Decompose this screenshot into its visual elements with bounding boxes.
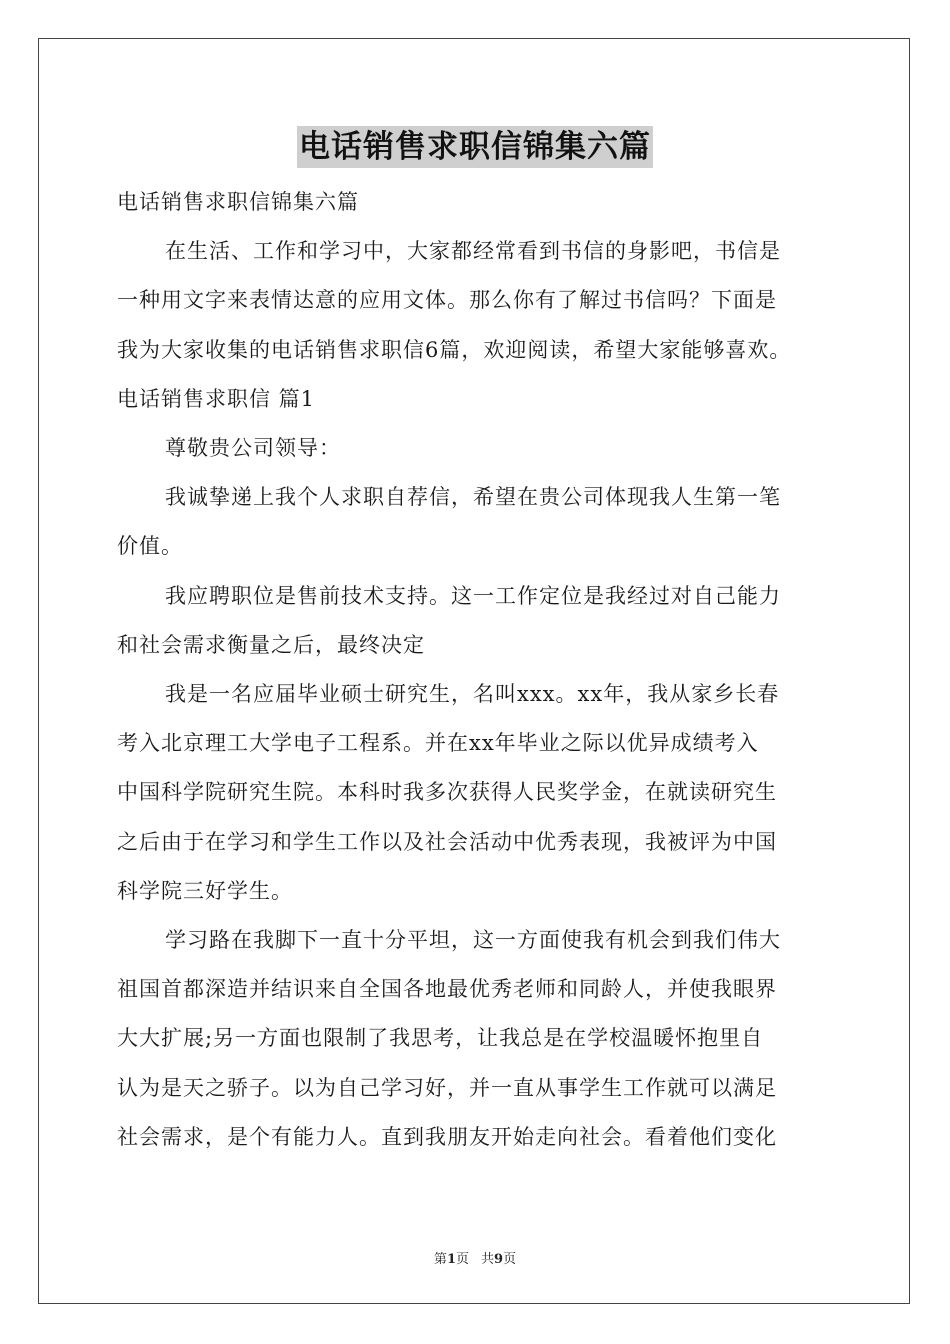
body-line: 在生活、工作和学习中，大家都经常看到书信的身影吧，书信是 [165, 239, 781, 264]
body-line: 尊敬贵公司领导： [165, 436, 341, 461]
document-title: 电话销售求职信锦集六篇 [297, 126, 653, 168]
body-line: 我为大家收集的电话销售求职信6篇，欢迎阅读，希望大家能够喜欢。 [117, 337, 792, 362]
body-line: 祖国首都深造并结识来自全国各地最优秀老师和同龄人，并使我眼界 [117, 977, 777, 1002]
footer-total-prefix: 共 [481, 1252, 495, 1267]
body-line: 学习路在我脚下一直十分平坦，这一方面使我有机会到我们伟大 [165, 928, 781, 953]
footer-page-suffix: 页 [455, 1252, 469, 1267]
document-body [117, 178, 835, 1162]
body-line: 价值。 [117, 534, 183, 559]
body-line: 我诚挚递上我个人求职自荐信，希望在贵公司体现我人生第一笔 [165, 485, 781, 510]
body-line: 考入北京理工大学电子工程系。并在xx年毕业之际以优异成绩考入 [117, 731, 759, 756]
footer-page-total: 9 [494, 1252, 504, 1267]
body-line: 社会需求，是个有能力人。直到我朋友开始走向社会。看着他们变化 [117, 1124, 777, 1149]
body-line: 大大扩展;另一方面也限制了我思考，让我总是在学校温暖怀抱里自 [117, 1026, 764, 1051]
body-line: 电话销售求职信 篇1 [117, 386, 316, 411]
footer-page-prefix: 第 [433, 1252, 447, 1267]
body-line: 中国科学院研究生院。本科时我多次获得人民奖学金，在就读研究生 [117, 780, 777, 805]
body-line: 我应聘职位是售前技术支持。这一工作定位是我经过对自己能力 [165, 583, 781, 608]
body-line: 科学院三好学生。 [117, 878, 293, 903]
body-line: 之后由于在学习和学生工作以及社会活动中优秀表现，我被评为中国 [117, 829, 777, 854]
body-line: 电话销售求职信锦集六篇 [117, 190, 359, 214]
footer-total-suffix: 页 [503, 1252, 517, 1267]
footer-page-current: 1 [446, 1252, 456, 1267]
body-line: 一种用文字来表情达意的应用文体。那么你有了解过书信吗？下面是 [117, 288, 777, 313]
body-line: 我是一名应届毕业硕士研究生，名叫xxx。xx年，我从家乡长春 [165, 682, 780, 707]
title-wrap [0, 126, 950, 168]
page-footer [0, 1248, 950, 1267]
body-line: 和社会需求衡量之后，最终决定 [117, 632, 425, 657]
body-line: 认为是天之骄子。以为自己学习好，并一直从事学生工作就可以满足 [117, 1075, 777, 1100]
